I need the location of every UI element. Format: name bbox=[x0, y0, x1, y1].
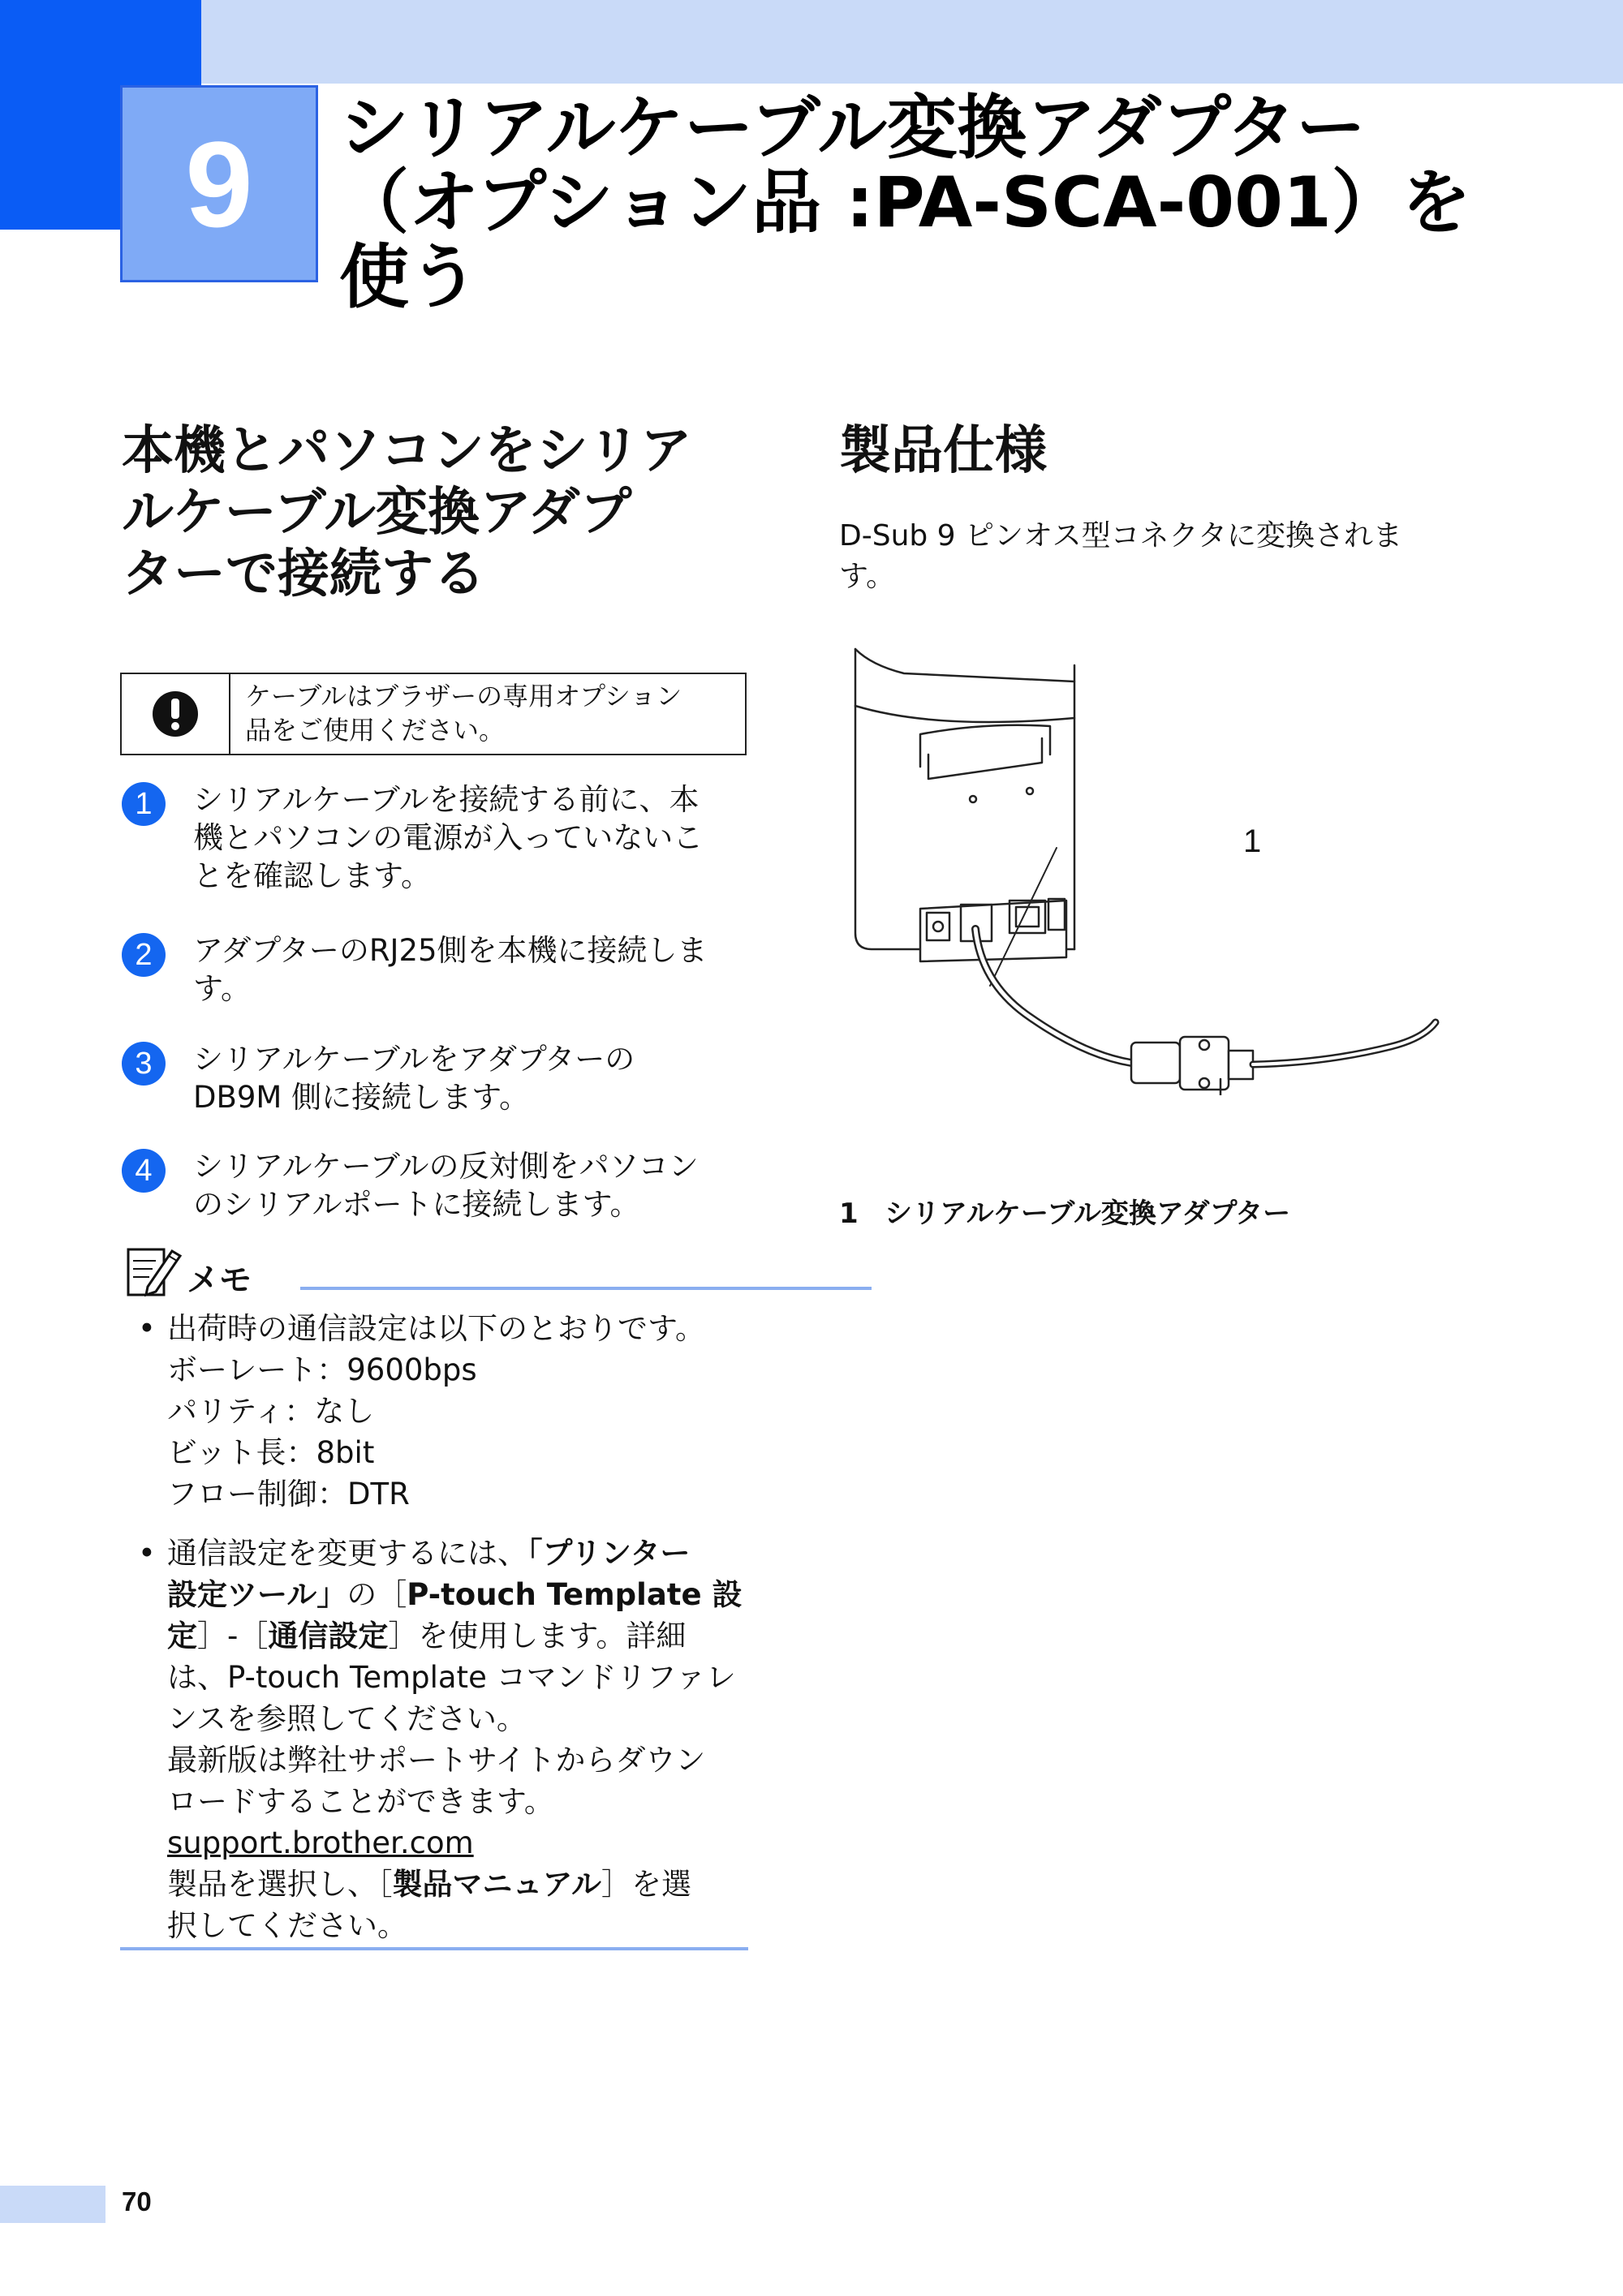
memo-text: ］を使用します。詳細 bbox=[388, 1619, 687, 1653]
memo-item bbox=[122, 1533, 755, 1946]
memo-pencil-icon bbox=[123, 1245, 183, 1301]
notice-icon-cell bbox=[122, 674, 230, 754]
step-number-badge: 1 bbox=[122, 782, 166, 826]
memo-bold-text: 「プリンター bbox=[527, 1536, 691, 1571]
chapter-title-line: （オプション品 :PA-SCA-001）を bbox=[339, 162, 1471, 243]
chapter-number: 9 bbox=[185, 115, 253, 252]
bullet: • bbox=[138, 1536, 156, 1571]
step-line: シリアルケーブルをアダプターの bbox=[193, 1042, 635, 1077]
memo-text: 通信設定を変更するには、 bbox=[167, 1536, 527, 1571]
memo-bold-text: 製品マニュアル bbox=[392, 1867, 602, 1902]
memo-bold-text: P-touch Template 設 bbox=[407, 1577, 743, 1612]
step-line: のシリアルポートに接続します。 bbox=[193, 1187, 640, 1222]
page-number: 70 bbox=[122, 2186, 152, 2216]
step-line: す。 bbox=[193, 971, 252, 1006]
bullet: • bbox=[138, 1311, 156, 1346]
right-section-title: 製品仕様 bbox=[839, 421, 1047, 481]
left-section-title bbox=[122, 420, 763, 605]
memo-line bbox=[167, 1864, 755, 1905]
step-line: シリアルケーブルを接続する前に、本 bbox=[193, 782, 700, 817]
memo-text: ］-［ bbox=[197, 1619, 269, 1653]
memo-line: 出荷時の通信設定は以下のとおりです。 bbox=[167, 1311, 706, 1346]
step-number-badge: 3 bbox=[122, 1042, 166, 1086]
step-text bbox=[193, 1040, 753, 1116]
adapter-connection-illustration bbox=[839, 641, 1440, 1095]
notice-line: ケーブルはブラザーの専用オプション bbox=[245, 681, 682, 712]
memo-line bbox=[167, 1533, 755, 1574]
left-section-title-line: ターで接続する bbox=[122, 544, 485, 604]
step-line: シリアルケーブルの反対側をパソコン bbox=[193, 1149, 699, 1184]
spec-intro-line: す。 bbox=[839, 560, 896, 593]
memo-line bbox=[167, 1822, 755, 1864]
spec-intro-line: D-Sub 9 ピンオス型コネクタに変換されま bbox=[839, 519, 1402, 553]
left-section-title-line: ルケーブル変換アダプ bbox=[122, 483, 632, 543]
memo-line: 最新版は弊社サポートサイトからダウン bbox=[167, 1743, 706, 1778]
step-text bbox=[193, 780, 753, 895]
step-number-badge: 4 bbox=[122, 1149, 166, 1193]
chapter-title-line: シリアルケーブル変換アダプター bbox=[339, 88, 1367, 169]
memo-line: 択してください。 bbox=[167, 1908, 407, 1943]
step-line: 機とパソコンの電源が入っていないこ bbox=[193, 820, 704, 855]
memo-item bbox=[122, 1308, 755, 1515]
step-line: とを確認します。 bbox=[193, 858, 432, 893]
memo-line: フロー制御：DTR bbox=[167, 1477, 410, 1511]
spec-intro bbox=[839, 516, 1456, 597]
memo-bold-text: 通信設定 bbox=[268, 1619, 389, 1653]
left-section-title-line: 本機とパソコンをシリア bbox=[122, 421, 692, 481]
header-band bbox=[0, 0, 1623, 84]
chapter-title-line: 使う bbox=[339, 237, 479, 318]
memo-bold-text: 定 bbox=[167, 1619, 197, 1653]
memo-label: メモ bbox=[187, 1262, 252, 1299]
memo-header bbox=[123, 1245, 750, 1301]
caption-number: 1 bbox=[839, 1197, 859, 1230]
figure-caption bbox=[839, 1191, 1290, 1231]
step-line: DB9M 側に接続します。 bbox=[193, 1080, 530, 1115]
important-notice bbox=[120, 673, 747, 755]
step-number-badge: 2 bbox=[122, 933, 166, 977]
exclamation-icon bbox=[151, 690, 200, 738]
memo-line bbox=[167, 1574, 755, 1615]
memo-line: は、P-touch Template コマンドリファレ bbox=[167, 1660, 736, 1695]
memo-divider bbox=[300, 1287, 872, 1290]
chapter-title bbox=[339, 88, 1589, 318]
memo-body bbox=[122, 1308, 755, 1964]
memo-line: ンスを参照してください。 bbox=[167, 1701, 527, 1736]
chapter-number-box bbox=[120, 85, 318, 282]
notice-text bbox=[230, 674, 682, 754]
memo-text: 製品を選択し、［ bbox=[167, 1867, 393, 1902]
memo-line: ボーレート：9600bps bbox=[167, 1352, 477, 1387]
footer-bar bbox=[0, 2186, 105, 2223]
memo-bottom-divider bbox=[120, 1947, 748, 1950]
notice-line: 品をご使用ください。 bbox=[245, 715, 506, 746]
memo-bold-text: 設定ツール」 bbox=[167, 1577, 347, 1612]
memo-line: ロードすることができます。 bbox=[167, 1784, 554, 1819]
step-line: アダプターのRJ25側を本機に接続しま bbox=[193, 933, 708, 968]
memo-text: ］を選 bbox=[601, 1867, 692, 1902]
figure-callout-label: 1 bbox=[1243, 823, 1262, 859]
step-text bbox=[193, 931, 753, 1008]
memo-line bbox=[167, 1615, 755, 1657]
support-link[interactable]: support.brother.com bbox=[167, 1825, 474, 1860]
memo-line: ビット長：8bit bbox=[167, 1435, 375, 1470]
caption-text: シリアルケーブル変換アダプター bbox=[885, 1197, 1291, 1230]
memo-text: の［ bbox=[347, 1577, 407, 1612]
memo-line: パリティ：なし bbox=[167, 1394, 375, 1429]
step-text bbox=[193, 1147, 753, 1223]
